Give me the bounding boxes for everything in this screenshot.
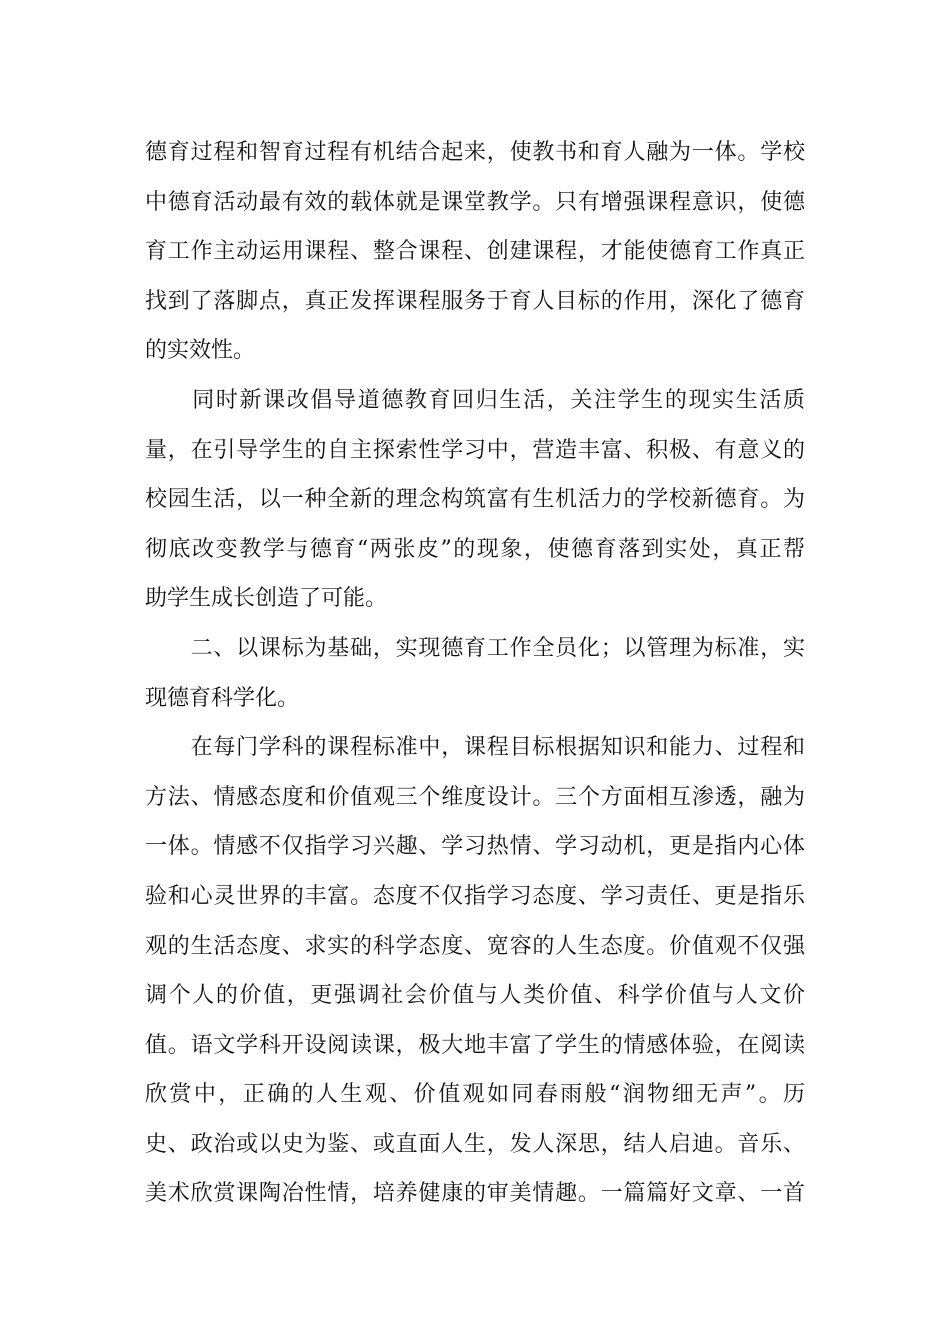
text-line: 史、政治或以史为鉴、或直面人生，发人深思，结人启迪。音乐、	[145, 1131, 805, 1157]
text-line: 彻底改变教学与德育“两张皮”的现象，使德育落到实处，真正帮	[145, 536, 805, 562]
text-line: 助学生成长创造了可能。	[145, 586, 388, 612]
body-text	[145, 128, 805, 1219]
text-line: 验和心灵世界的丰富。态度不仅指学习态度、学习责任、更是指乐	[145, 883, 805, 909]
text-line: 一体。情感不仅指学习兴趣、学习热情、学习动机，更是指内心体	[145, 834, 805, 860]
paragraph-3-heading	[145, 624, 805, 723]
text-line: 育工作主动运用课程、整合课程、创建课程，才能使德育工作真正	[145, 239, 805, 265]
text-line: 方法、情感态度和价值观三个维度设计。三个方面相互渗透，融为	[145, 784, 805, 810]
paragraph-1	[145, 128, 805, 376]
paragraph-2	[145, 376, 805, 624]
text-line: 德育过程和智育过程有机结合起来，使教书和育人融为一体。学校	[145, 140, 805, 165]
text-line: 观的生活态度、求实的科学态度、宽容的人生态度。价值观不仅强	[145, 933, 805, 959]
text-line: 在每门学科的课程标准中，课程目标根据知识和能力、过程和	[145, 735, 805, 761]
text-line: 找到了落脚点，真正发挥课程服务于育人目标的作用，深化了德育	[145, 288, 805, 314]
text-line: 中德育活动最有效的载体就是课堂教学。只有增强课程意识，使德	[145, 189, 805, 215]
text-line: 调个人的价值，更强调社会价值与人类价值、科学价值与人文价	[145, 983, 805, 1009]
text-line: 欣赏中，正确的人生观、价值观如同春雨般“润物细无声”。历	[145, 1082, 805, 1108]
text-line: 校园生活，以一种全新的理念构筑富有生机活力的学校新德育。为	[145, 487, 805, 513]
text-line: 量，在引导学生的自主探索性学习中，营造丰富、积极、有意义的	[145, 437, 805, 463]
text-line: 现德育科学化。	[145, 685, 300, 711]
text-line: 美术欣赏课陶冶性情，培养健康的审美情趣。一篇篇好文章、一首	[145, 1181, 805, 1207]
text-line: 值。语文学科开设阅读课，极大地丰富了学生的情感体验，在阅读	[145, 1032, 805, 1058]
text-line: 二、以课标为基础，实现德育工作全员化；以管理为标准，实	[145, 635, 805, 661]
text-line: 同时新课改倡导道德教育回归生活，关注学生的现实生活质	[145, 387, 805, 413]
paragraph-4	[145, 723, 805, 1219]
text-line: 的实效性。	[145, 338, 256, 364]
